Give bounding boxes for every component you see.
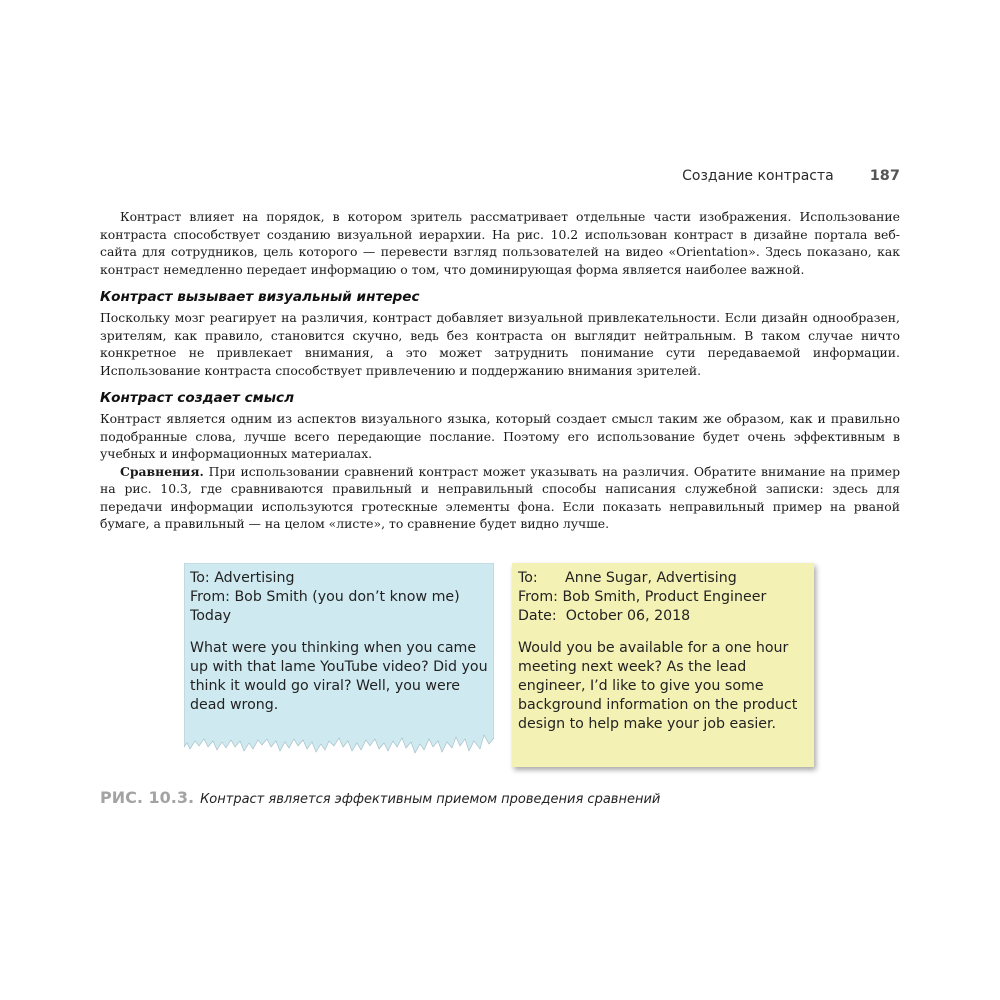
- running-head-title: Создание контраста: [682, 168, 834, 184]
- paragraph-4: [100, 463, 900, 533]
- intact-memo-good-example: [512, 563, 814, 767]
- bad-memo-content: [190, 569, 490, 715]
- run-in-heading: Сравнения.: [120, 463, 204, 479]
- figure-number: РИС. 10.3.: [100, 788, 195, 807]
- good-memo-date-label: Date:: [518, 608, 557, 625]
- bad-memo-to: To: Advertising: [190, 570, 295, 586]
- good-memo-date: [518, 607, 810, 626]
- paragraph-1: Контраст влияет на порядок, в котором зритель рассматривает отдельные части изображения. Использование контраста способствует созданию визуальной иерархии. На рис. 10.2 использован контраст в дизайне портала веб-сайта для сотрудников, цель которого — перевести взгляд пользователей на видео «Orientation». Здесь показано, как контраст немедленно передает информацию о том, что доминирующая форма является наиболее важной.: [100, 209, 900, 277]
- section-heading-visual-interest: Контраст вызывает визуальный интерес: [100, 289, 420, 305]
- figure-caption: [100, 788, 920, 807]
- page-number: 187: [869, 168, 900, 184]
- good-memo-message: Would you be available for a one hour meeting next week? As the lead engineer, I’d like to give you some background information on the product design to help make your job easier.: [518, 639, 798, 733]
- bad-memo-from: From: Bob Smith (you don’t know me): [190, 589, 460, 606]
- good-memo-to-value: Anne Sugar, Advertising: [565, 570, 737, 586]
- bad-memo-message: What were you thinking when you came up with that lame YouTube video? Did you think it would go viral? Well, you were dead wrong.: [190, 639, 488, 714]
- body-text: [100, 208, 900, 533]
- torn-memo-bad-example: [184, 563, 494, 763]
- paragraph-2: Поскольку мозг реагирует на различия, контраст добавляет визуальной привлекательности. Если дизайн однообразен, зрителям, как правило, становится скучно, ведь без контраста он выглядит нейтральным. В таком случае ничто конкретное не привлекает внимания, а это может затруднить понимание сути передаваемой информации. Использование контраста способствует привлечению и поддержанию внимания зрителей.: [100, 310, 900, 378]
- section-heading-meaning: Контраст создает смысл: [100, 390, 295, 406]
- good-memo-to: [518, 569, 810, 588]
- good-memo-content: [518, 569, 810, 735]
- bad-memo-date: Today: [190, 608, 232, 625]
- figure-caption-text: Контраст является эффективным приемом проведения сравнений: [200, 792, 661, 807]
- paragraph-3: Контраст является одним из аспектов визуального языка, который создает смысл таким же образом, как и правильно подобранные слова, лучше всего передающие послание. Поэтому его использование будет очень эффективным в учебных и информационных материалах.: [100, 411, 900, 461]
- figure-10-3: [184, 563, 814, 773]
- running-head: [682, 168, 900, 184]
- good-memo-date-value: October 06, 2018: [565, 608, 691, 625]
- good-memo-from: From: Bob Smith, Product Engineer: [518, 589, 767, 606]
- paragraph-4-text: При использовании сравнений контраст может указывать на различия. Обратите внимание на пример на рис. 10.3, где сравниваются правильный и неправильный способы написания служебной записки: здесь для передачи информации используются гротескные элементы фона. Если показать неправильный пример на рваной бумаге, а правильный — на целом «листе», то сравнение будет видно лучше.: [100, 463, 900, 531]
- good-memo-to-label: To:: [518, 570, 538, 586]
